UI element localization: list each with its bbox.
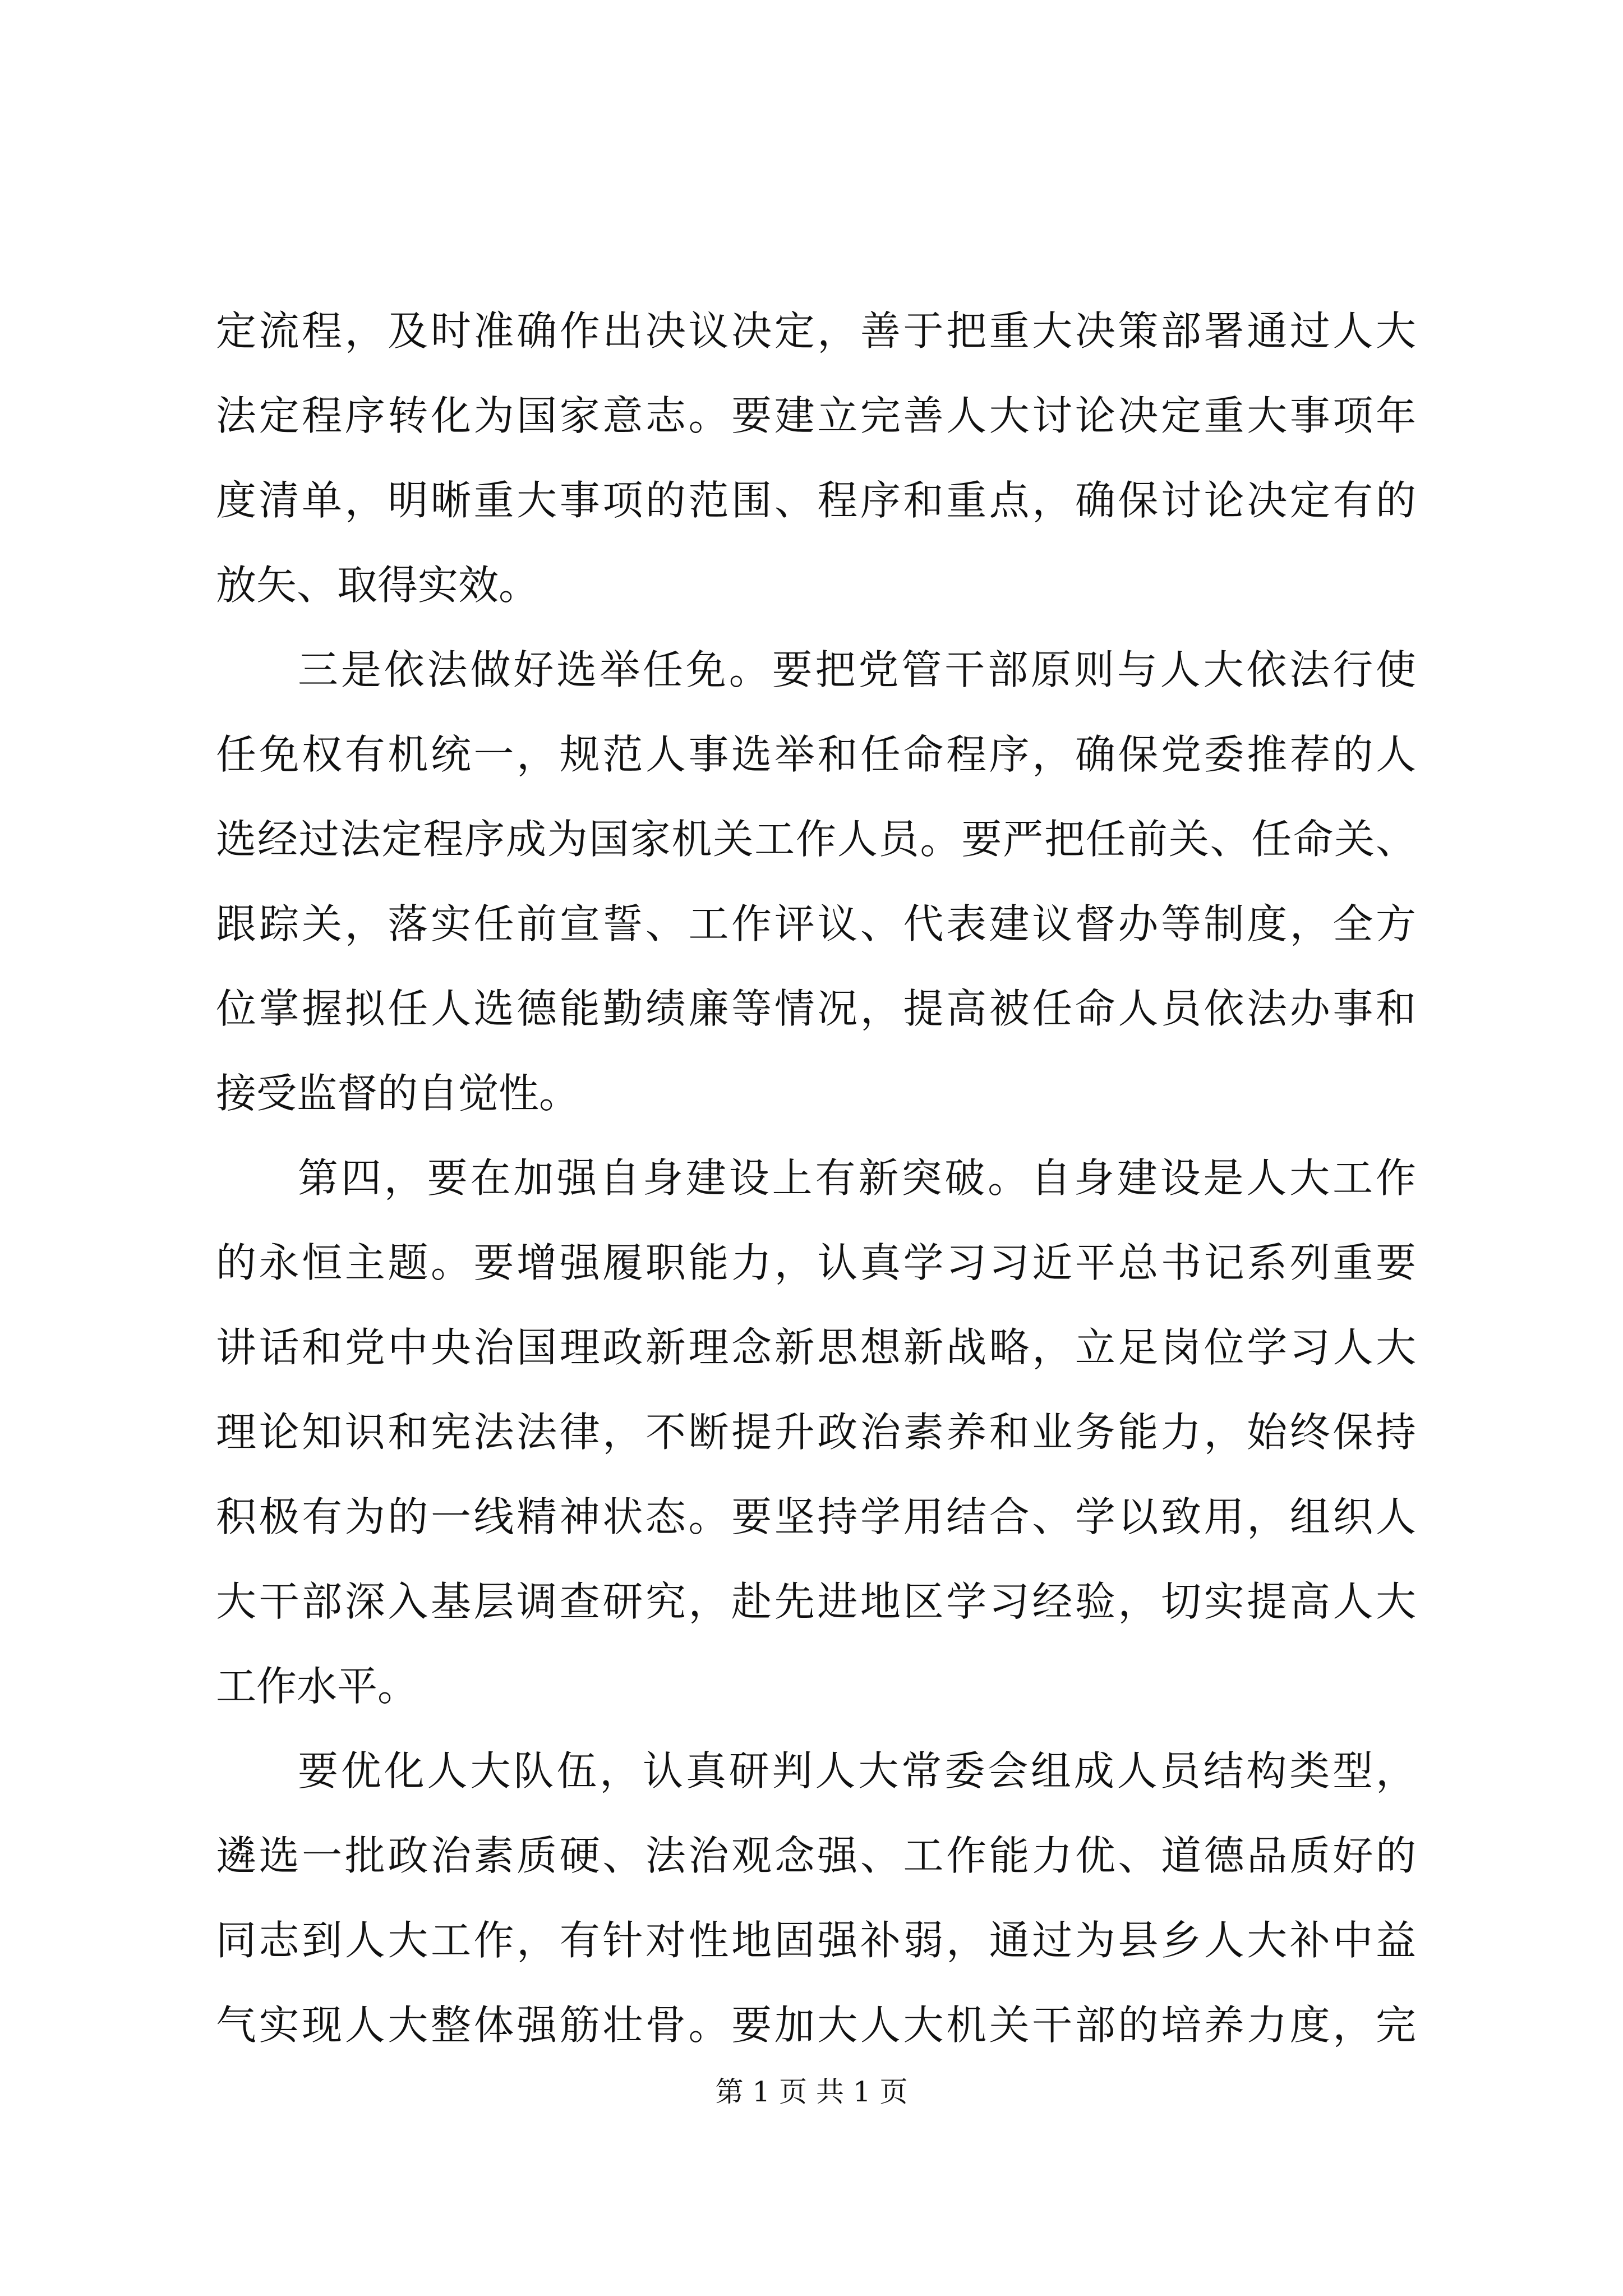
text-line: 讲话和党中央治国理政新理念新思想新战略，立足岗位学习人大 [216,1324,1416,1371]
text-line: 接受监督的自觉性。 [216,1070,580,1117]
document-body [216,289,1416,2068]
page-number-label: 第 1 页 共 1 页 [715,2076,908,2108]
text-line: 同志到人大工作，有针对性地固强补弱，通过为县乡人大补中益 [216,1917,1416,1964]
paragraph-start-line: 第四，要在加强自身建设上有新突破。自身建设是人大工作 [298,1154,1416,1202]
text-line: 大干部深入基层调查研究，赴先进地区学习经验，切实提高人大 [216,1578,1416,1625]
text-line: 定流程，及时准确作出决议决定，善于把重大决策部署通过人大 [216,307,1416,355]
text-line: 遴选一批政治素质硬、法治观念强、工作能力优、道德品质好的 [216,1832,1416,1879]
text-line: 积极有为的一线精神状态。要坚持学用结合、学以致用，组织人 [216,1493,1416,1540]
text-line: 工作水平。 [216,1663,418,1710]
text-line: 理论知识和宪法法律，不断提升政治素养和业务能力，始终保持 [216,1409,1416,1456]
page-footer [0,2072,1623,2111]
text-line: 气实现人大整体强筋壮骨。要加大人大机关干部的培养力度，完 [216,2001,1416,2049]
paragraph-start-line: 三是依法做好选举任免。要把党管干部原则与人大依法行使 [298,646,1416,693]
text-line: 的永恒主题。要增强履职能力，认真学习习近平总书记系列重要 [216,1239,1416,1286]
text-line: 法定程序转化为国家意志。要建立完善人大讨论决定重大事项年 [216,392,1416,439]
text-line: 选经过法定程序成为国家机关工作人员。要严把任前关、任命关、 [216,816,1416,863]
text-line: 放矢、取得实效。 [216,562,540,609]
text-line: 任免权有机统一，规范人事选举和任命程序，确保党委推荐的人 [216,731,1416,778]
text-line: 度清单，明晰重大事项的范围、程序和重点，确保讨论决定有的 [216,477,1416,524]
text-line: 位掌握拟任人选德能勤绩廉等情况，提高被任命人员依法办事和 [216,985,1416,1032]
paragraph-start-line: 要优化人大队伍，认真研判人大常委会组成人员结构类型， [298,1747,1416,1795]
text-line: 跟踪关，落实任前宣誓、工作评议、代表建议督办等制度，全方 [216,900,1416,947]
